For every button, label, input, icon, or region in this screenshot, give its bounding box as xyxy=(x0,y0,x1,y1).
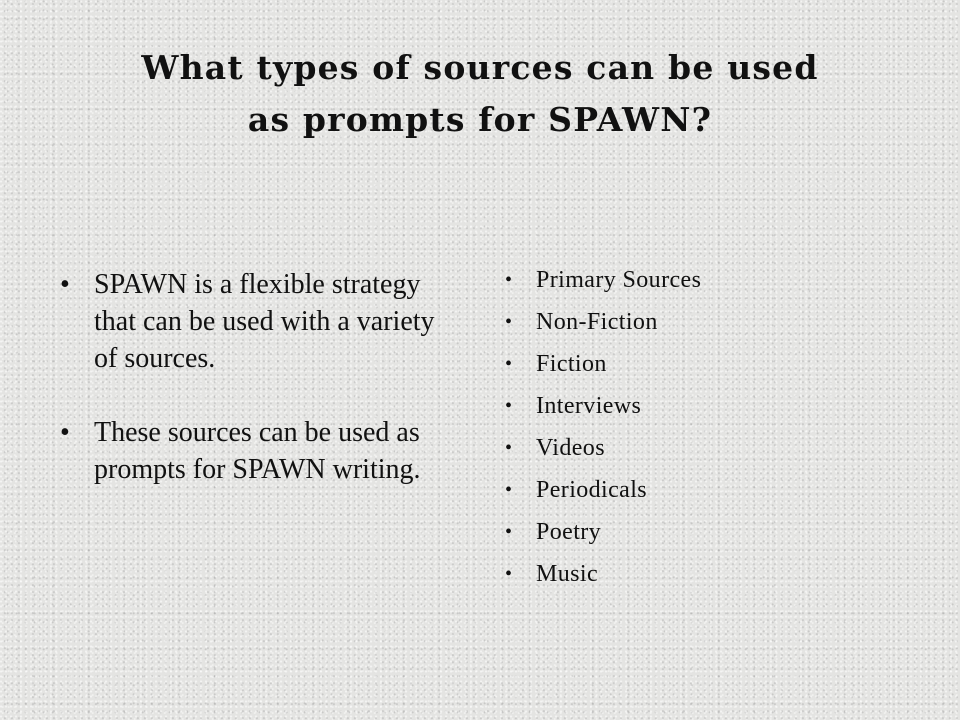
source-type-text: Videos xyxy=(536,435,605,461)
bullet-icon: • xyxy=(505,311,513,333)
bullet-icon: • xyxy=(505,353,513,375)
source-type-text: Music xyxy=(536,561,598,587)
bullet-icon: • xyxy=(505,563,513,585)
bullet-icon: • xyxy=(505,269,513,291)
source-type-text: Poetry xyxy=(536,519,602,545)
source-type-item xyxy=(505,259,885,301)
source-type-text: Primary Sources xyxy=(536,267,702,293)
left-bullet-text: These sources can be used as prompts for SPAWN writing. xyxy=(94,417,421,485)
left-bullet-list xyxy=(60,266,440,525)
source-type-item xyxy=(505,385,885,427)
source-type-item xyxy=(505,553,885,595)
source-type-item xyxy=(505,343,885,385)
source-type-item xyxy=(505,301,885,343)
left-bullet-text: SPAWN is a flexible strategy that can be used with a variety of sources. xyxy=(94,269,435,374)
bullet-icon: • xyxy=(60,417,70,448)
bullet-icon: • xyxy=(505,521,513,543)
source-type-item xyxy=(505,469,885,511)
left-bullet-item xyxy=(60,266,440,377)
source-type-text: Fiction xyxy=(536,351,607,377)
source-type-text: Non-Fiction xyxy=(536,309,658,335)
left-bullet-item xyxy=(60,414,440,488)
bullet-icon: • xyxy=(505,479,513,501)
bullet-icon: • xyxy=(505,395,513,417)
bullet-icon: • xyxy=(60,269,70,300)
slide-title-line-1: What types of sources can be used xyxy=(141,48,819,87)
slide-title-line-2: as prompts for SPAWN? xyxy=(247,100,713,139)
source-types-list xyxy=(505,259,885,595)
slide-title xyxy=(0,42,960,146)
source-type-item xyxy=(505,511,885,553)
source-type-text: Interviews xyxy=(536,393,642,419)
bullet-icon: • xyxy=(505,437,513,459)
source-type-item xyxy=(505,427,885,469)
source-type-text: Periodicals xyxy=(536,477,648,503)
